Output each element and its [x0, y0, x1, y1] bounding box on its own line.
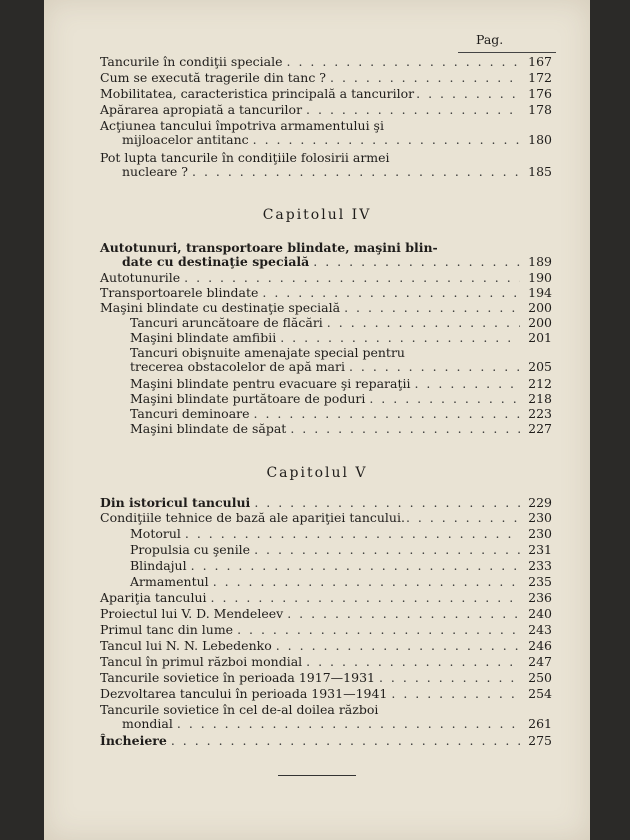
toc-entry: Maşini blindate cu destinaţie specială . . . 200 — [100, 301, 552, 315]
toc-entry: Din istoricul tancului . . . 229 — [100, 496, 552, 510]
toc-entry: Autotunurile . . . 190 — [100, 271, 552, 285]
toc-entry: Pot lupta tancurile în condiţiile folosirii armei nucleare ? . . . 185 — [100, 151, 552, 179]
toc-entry: Dezvoltarea tancului în perioada 1931—1941 . . . 254 — [100, 687, 552, 701]
toc-entry: Tancuri obişnuite amenajate special pentru trecerea obstacolelor de apă mari . . . 205 — [130, 346, 552, 374]
toc-entry: Tancul în primul război mondial . . . 247 — [100, 655, 552, 669]
toc-entry: Tancurile sovietice în perioada 1917—1931 . . . 250 — [100, 671, 552, 685]
toc-entry: Maşini blindate purtătoare de poduri . . . 218 — [130, 392, 552, 406]
toc-entry: Maşini blindate pentru evacuare şi reparaţii . . . 212 — [130, 377, 552, 391]
chapter-heading: Capitolul IV — [262, 207, 372, 223]
toc-entry: Condiţiile tehnice de bază ale apariţiei tancului. . . . 230 — [100, 511, 552, 525]
toc-entry: Motorul . . . 230 — [130, 527, 552, 541]
toc-entry: Apariţia tancului . . . 236 — [100, 591, 552, 605]
toc-entry: Maşini blindate amfibii . . . 201 — [130, 331, 552, 345]
toc-entry: Primul tanc din lume . . . 243 — [100, 623, 552, 637]
book-page — [44, 0, 590, 840]
end-divider — [278, 775, 356, 776]
toc-entry: Tancul lui N. N. Lebedenko . . . 246 — [100, 639, 552, 653]
toc-entry: Apărarea apropiată a tancurilor . . . 178 — [100, 103, 552, 117]
toc-entry: Transportoarele blindate . . . 194 — [100, 286, 552, 300]
toc-entry: Acţiunea tancului împotriva armamentului şi mijloacelor antitanc . . . 180 — [100, 119, 552, 147]
toc-entry: Tancurile în condiţii speciale . . . 167 — [100, 55, 552, 69]
toc-entry: Tancuri aruncătoare de flăcări . . . 200 — [130, 316, 552, 330]
toc-entry: Tancurile sovietice în cel de-al doilea război mondial . . . 261 — [100, 703, 552, 731]
toc-entry: Proiectul lui V. D. Mendeleev . . . 240 — [100, 607, 552, 621]
toc-entry: Mobilitatea, caracteristica principală a tancurilor . . . 176 — [100, 87, 552, 101]
page-column-header: Pag. — [458, 32, 556, 53]
toc-entry: Tancuri deminoare . . . 223 — [130, 407, 552, 421]
chapter-heading: Capitolul V — [266, 465, 368, 481]
toc-entry: Propulsia cu şenile . . . 231 — [130, 543, 552, 557]
toc-entry: Cum se execută tragerile din tanc ? . . . 172 — [100, 71, 552, 85]
toc-entry: Autotunuri, transportoare blindate, maşini blin- date cu destinaţie specială . . . 189 — [100, 241, 552, 269]
toc-entry: Maşini blindate de săpat . . . 227 — [130, 422, 552, 436]
toc-entry: Armamentul . . . 235 — [130, 575, 552, 589]
toc-entry: Blindajul . . . 233 — [130, 559, 552, 573]
toc-entry: Încheiere . . . 275 — [100, 734, 552, 748]
